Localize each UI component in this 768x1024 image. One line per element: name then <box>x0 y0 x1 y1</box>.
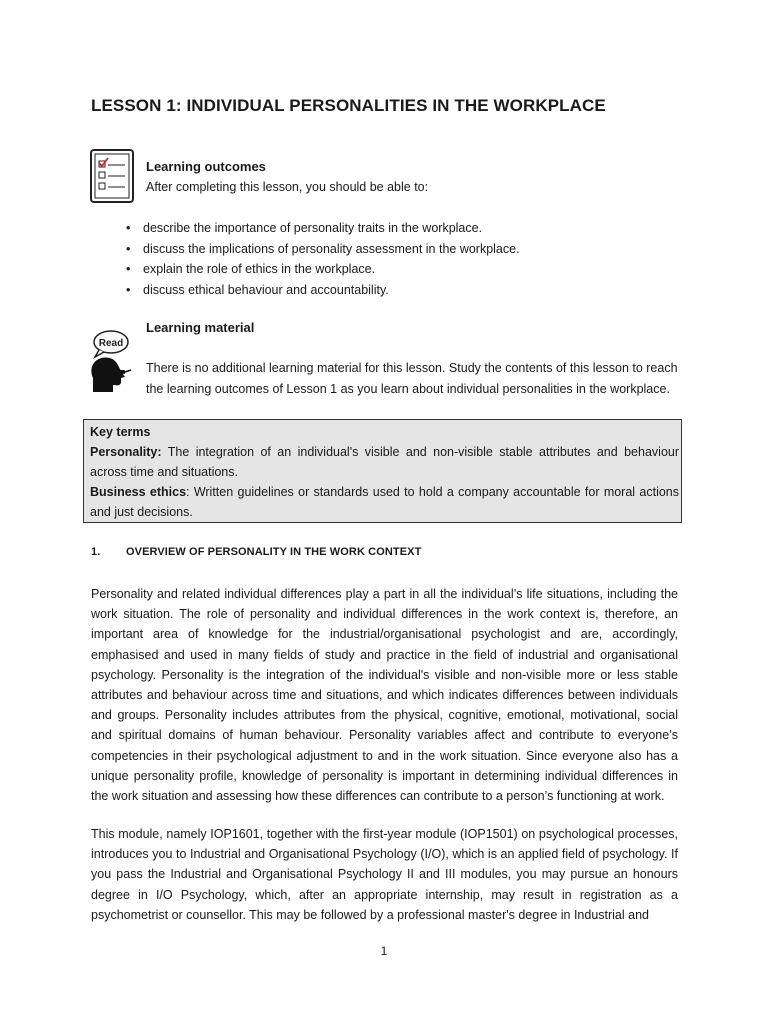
section-heading <box>91 546 421 558</box>
key-terms-box <box>83 419 682 523</box>
learning-outcomes-heading: Learning outcomes <box>146 159 266 174</box>
read-icon-label: Read <box>98 338 124 349</box>
read-head-icon <box>85 326 135 396</box>
key-term-label: Personality: <box>90 445 162 459</box>
lesson-title: LESSON 1: INDIVIDUAL PERSONALITIES IN THE WORKPLACE <box>91 96 606 115</box>
key-term-personality <box>90 442 679 482</box>
body-paragraph: This module, namely IOP1601, together with the first-year module (IOP1501) on psychological processes, introduces you to Industrial and Organisational Psychology (I/O), which is an applied field of psychology. If you pass the Industrial and Organisational Psychology II and III modules, you may pursue an honours degree in I/O Psychology, which, after an appropriate internship, may result in registration as a psychometrist or counsellor. This may be followed by a professional master's degree in Industrial and <box>91 827 678 922</box>
key-term-definition: The integration of an individual's visible and non-visible stable attributes and behaviour across time and situations. <box>90 445 680 479</box>
learning-material-text: There is no additional learning material for this lesson. Study the contents of this lesson to reach the learning outcomes of Lesson 1 as you learn about individual personalities in the workplace. <box>146 361 678 396</box>
list-item: • discuss the implications of personality assessment in the workplace. <box>126 239 686 260</box>
section-number: 1. <box>91 546 101 558</box>
key-term-label: Business ethics <box>90 485 187 499</box>
list-item: • describe the importance of personality traits in the workplace. <box>126 218 686 239</box>
learning-outcomes-list <box>126 218 686 300</box>
learning-material-heading: Learning material <box>146 320 255 335</box>
list-item: • discuss ethical behaviour and accountability. <box>126 280 686 301</box>
body-paragraph: Personality and related individual differences play a part in all the individual’s life situations, including the work situation. The role of personality and individual differences in the work context is, therefore, an important area of knowledge for the industrial/organisational psychologist and are, accordingly, emphasised and used in many fields of study and practice in the field of industrial and organisational psychology. Personality is the integration of the individual's visible and non-visible more or less stable attributes and behaviour across time and situations, and which indicates differences between individuals and groups. Personality includes attributes from the physical, cognitive, emotional, motivational, social and spiritual domains of human behaviour. Personality variables affect and contribute to everyone’s competencies in their psychological adjustment to and in the work situation. Since everyone also has a unique personality profile, knowledge of personality is important in determining individual differences in the work situation and assessing how these differences can contribute to a person’s functioning at work. <box>91 587 678 804</box>
checklist-icon <box>90 149 134 203</box>
key-term-definition: : Written guidelines or standards used to hold a company accountable for moral actions and just decisions. <box>90 485 679 519</box>
page-number: 1 <box>380 944 388 958</box>
key-term-business-ethics <box>90 482 679 522</box>
key-terms-heading: Key terms <box>90 425 151 439</box>
section-title: OVERVIEW OF PERSONALITY IN THE WORK CONTEXT <box>126 546 422 558</box>
list-item: • explain the role of ethics in the workplace. <box>126 259 686 280</box>
learning-outcomes-intro: After completing this lesson, you should be able to: <box>146 180 429 194</box>
